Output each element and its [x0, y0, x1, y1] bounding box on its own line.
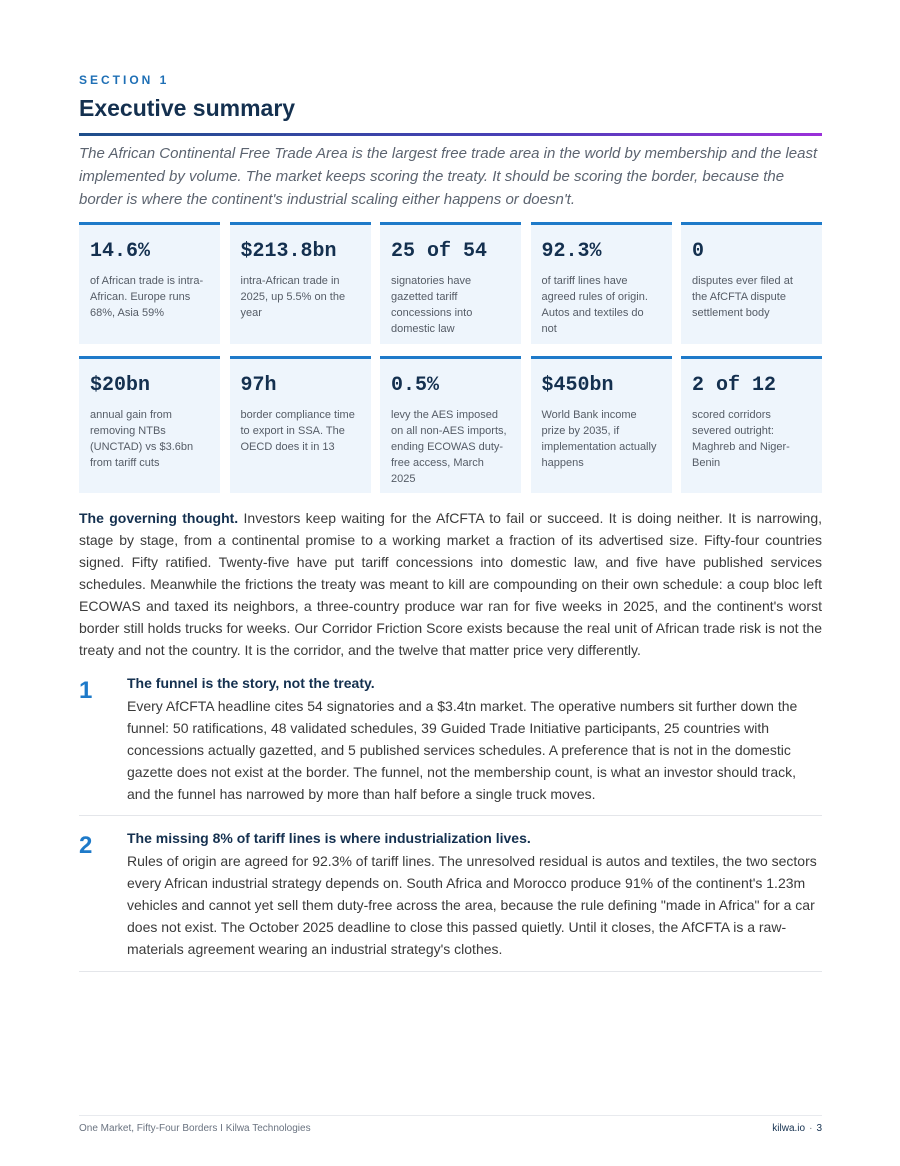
- footer-divider: [79, 1115, 822, 1116]
- governing-thought-lead: The governing thought.: [79, 510, 239, 526]
- stat-value: 25 of 54: [391, 240, 488, 263]
- stat-description: levy the AES imposed on all non-AES imports, ending ECOWAS duty-free access, March 2025: [391, 409, 507, 485]
- section-label: SECTION 1: [79, 73, 170, 87]
- stat-description: annual gain from removing NTBs (UNCTAD) vs $3.6bn from tariff cuts: [90, 409, 194, 469]
- point-body: [127, 673, 822, 805]
- stat-card: [681, 222, 822, 344]
- stat-description: signatories have gazetted tariff concessions into domestic law: [391, 275, 473, 335]
- stat-description: border compliance time to export in SSA. The OECD does it in 13: [240, 409, 355, 453]
- governing-thought-paragraph: [79, 507, 822, 661]
- stat-card: [531, 222, 672, 344]
- point-number: 1: [79, 677, 93, 704]
- point-number: 2: [79, 832, 93, 859]
- stat-card: [531, 356, 672, 493]
- stat-value: 97h: [240, 374, 277, 397]
- stat-card: [380, 222, 521, 344]
- point-title: The missing 8% of tariff lines is where industrialization lives.: [127, 830, 531, 846]
- lede-paragraph: The African Continental Free Trade Area is the largest free trade area in the world by membership and the least implemented by volume. The market keeps scoring the treaty. It should be scoring the border, because the border is where the continent's industrial scaling either happens or doesn't.: [79, 145, 818, 208]
- stat-value: $213.8bn: [240, 240, 337, 263]
- stat-description: of tariff lines have agreed rules of origin. Autos and textiles do not: [541, 275, 648, 335]
- footer-page-info: [772, 1123, 822, 1134]
- stat-description: World Bank income prize by 2035, if implementation actually happens: [541, 409, 657, 469]
- stat-value: $450bn: [541, 374, 614, 397]
- stat-card: [380, 356, 521, 493]
- stat-cards-row-2: [79, 356, 822, 493]
- stat-card: [79, 222, 220, 344]
- stat-card: [230, 222, 371, 344]
- stat-description: scored corridors severed outright: Maghreb and Niger-Benin: [692, 409, 790, 469]
- stat-card: [79, 356, 220, 493]
- governing-thought-text: Investors keep waiting for the AfCFTA to fail or succeed. It is doing neither. It is narrowing, stage by stage, from a continental promise to a working market a fraction of its advertised size. Fifty-four countries signed. Fifty ratified. Twenty-five have put tariff concessions into domestic law, and five have published services schedules. Meanwhile the frictions the treaty was meant to kill are compounding on their own schedule: a coup bloc left ECOWAS and taxed its neighbors, a three-country produce war ran for five weeks in 2025, and the continent's worst border still holds trucks for weeks. Our Corridor Friction Score exists because the real unit of African trade risk is not the treaty and not the country. It is the corridor, and the twelve that matter price very differently.: [79, 510, 823, 658]
- stat-value: 14.6%: [90, 240, 151, 263]
- page-title: Executive summary: [79, 95, 296, 121]
- page-number: 3: [816, 1123, 822, 1134]
- title-divider: [79, 133, 822, 136]
- footer-separator: ·: [809, 1123, 813, 1134]
- stat-card: [230, 356, 371, 493]
- point-title: The funnel is the story, not the treaty.: [127, 675, 375, 691]
- point-body: [127, 828, 822, 960]
- numbered-point: [79, 673, 822, 816]
- stat-description: of African trade is intra-African. Europe runs 68%, Asia 59%: [90, 275, 204, 319]
- stat-cards-row-1: [79, 222, 822, 344]
- stat-card: [681, 356, 822, 493]
- point-text: Every AfCFTA headline cites 54 signatories and a $3.4tn market. The operative numbers sit further down the funnel: 50 ratifications, 48 validated schedules, 39 Guided Trade Initiative participants, 25 countries with concessions actually gazetted, and 5 published services schedules. A preference that is not in the domestic gazette does not exist at the border. The funnel, not the membership count, is what an investor should track, and the funnel has narrowed by more than half before a single truck moves.: [127, 698, 798, 802]
- stat-description: disputes ever filed at the AfCFTA dispute settlement body: [692, 275, 793, 319]
- stat-value: 0.5%: [391, 374, 440, 397]
- stat-value: $20bn: [90, 374, 151, 397]
- stat-value: 92.3%: [541, 240, 602, 263]
- stat-value: 0: [692, 240, 705, 263]
- point-text: Rules of origin are agreed for 92.3% of tariff lines. The unresolved residual is autos and textiles, the two sectors every African industrial strategy depends on. South Africa and Morocco produce 91% of the continent's 1.23m vehicles and cannot yet sell them duty-free across the area, because the rule defining "made in Africa" for a car does not exist. The October 2025 deadline to close this passed quietly. Until it closes, the AfCFTA is a raw-materials agreement wearing an industrial strategy's clothes.: [127, 853, 817, 957]
- numbered-point: [79, 828, 822, 972]
- footer-site-link[interactable]: kilwa.io: [772, 1123, 806, 1134]
- footer-document-title: One Market, Fifty-Four Borders I Kilwa Technologies: [79, 1123, 311, 1134]
- stat-description: intra-African trade in 2025, up 5.5% on the year: [240, 275, 346, 319]
- stat-value: 2 of 12: [692, 374, 777, 397]
